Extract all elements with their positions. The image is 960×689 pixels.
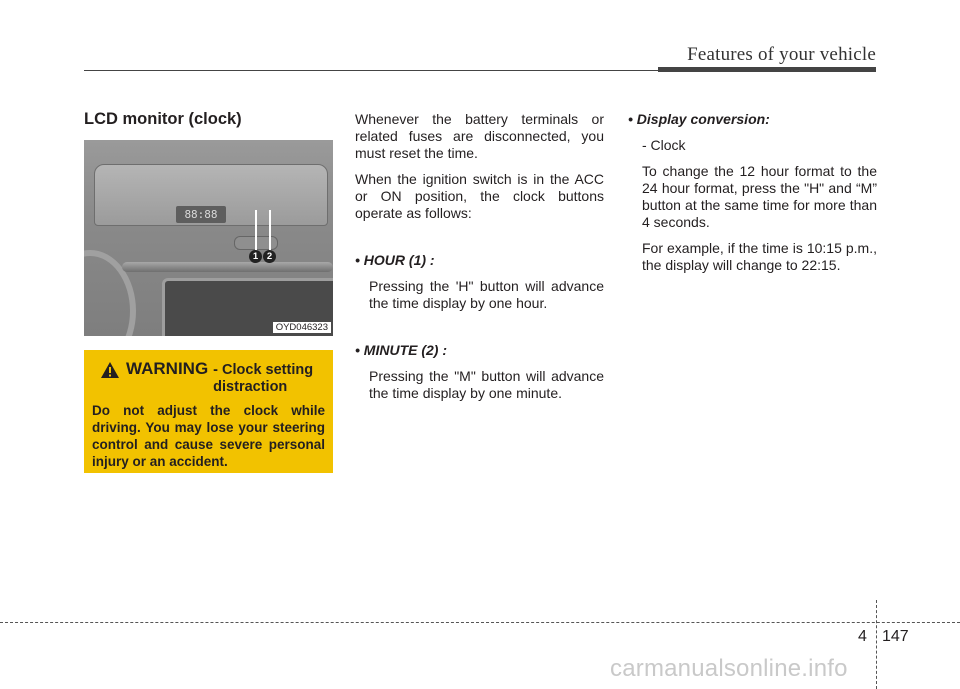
section-title: LCD monitor (clock) [84,110,242,128]
column-2 [355,111,604,411]
warning-body: Do not adjust the clock while driving. You may lose your steering control and cause severe personal injury or an accident. [92,403,325,469]
header-title: Features of your vehicle [687,44,876,65]
figure-caption: OYD046323 [273,322,331,333]
callout-line-1 [255,210,257,252]
warning-box [84,350,333,473]
callout-line-2 [269,210,271,252]
warning-subject: - Clock setting distraction [213,362,314,395]
display-conversion-label: • Display conversion: [628,111,770,127]
hour-text: Pressing the 'H" button will advance the time display by one hour. [369,278,604,311]
footer-divider [876,600,877,689]
watermark: carmanualsonline.info [610,655,848,682]
callout-1: 1 [249,250,262,263]
clock-figure [84,140,333,336]
clock-item: - Clock [642,137,686,153]
minute-label: • MINUTE (2) : [355,342,448,358]
callout-2: 2 [263,250,276,263]
page-number: 147 [882,628,909,645]
warning-word: WARNING [126,359,209,378]
footer-rule [0,622,960,623]
example-paragraph: For example, if the time is 10:15 p.m., the display will change to 22:15. [642,240,877,273]
format-paragraph: To change the 12 hour format to the 24 hour format, press the "H" and “M” button at the same time for more than 4 seconds. [642,163,877,230]
figure-lcd-display: 88:88 [176,206,226,223]
battery-paragraph: Whenever the battery terminals or related fuses are disconnected, you must reset the time. [355,111,604,161]
hour-label: • HOUR (1) : [355,252,435,268]
minute-text: Pressing the "M" button will advance the time display by one minute. [369,368,604,401]
header-rule-accent [658,67,876,72]
ignition-paragraph: When the ignition switch is in the ACC or ON position, the clock buttons operate as follows: [355,171,604,221]
warning-triangle-icon [100,361,120,379]
page-chapter: 4 [858,628,867,645]
figure-vent [122,262,333,272]
column-3 [628,111,877,283]
